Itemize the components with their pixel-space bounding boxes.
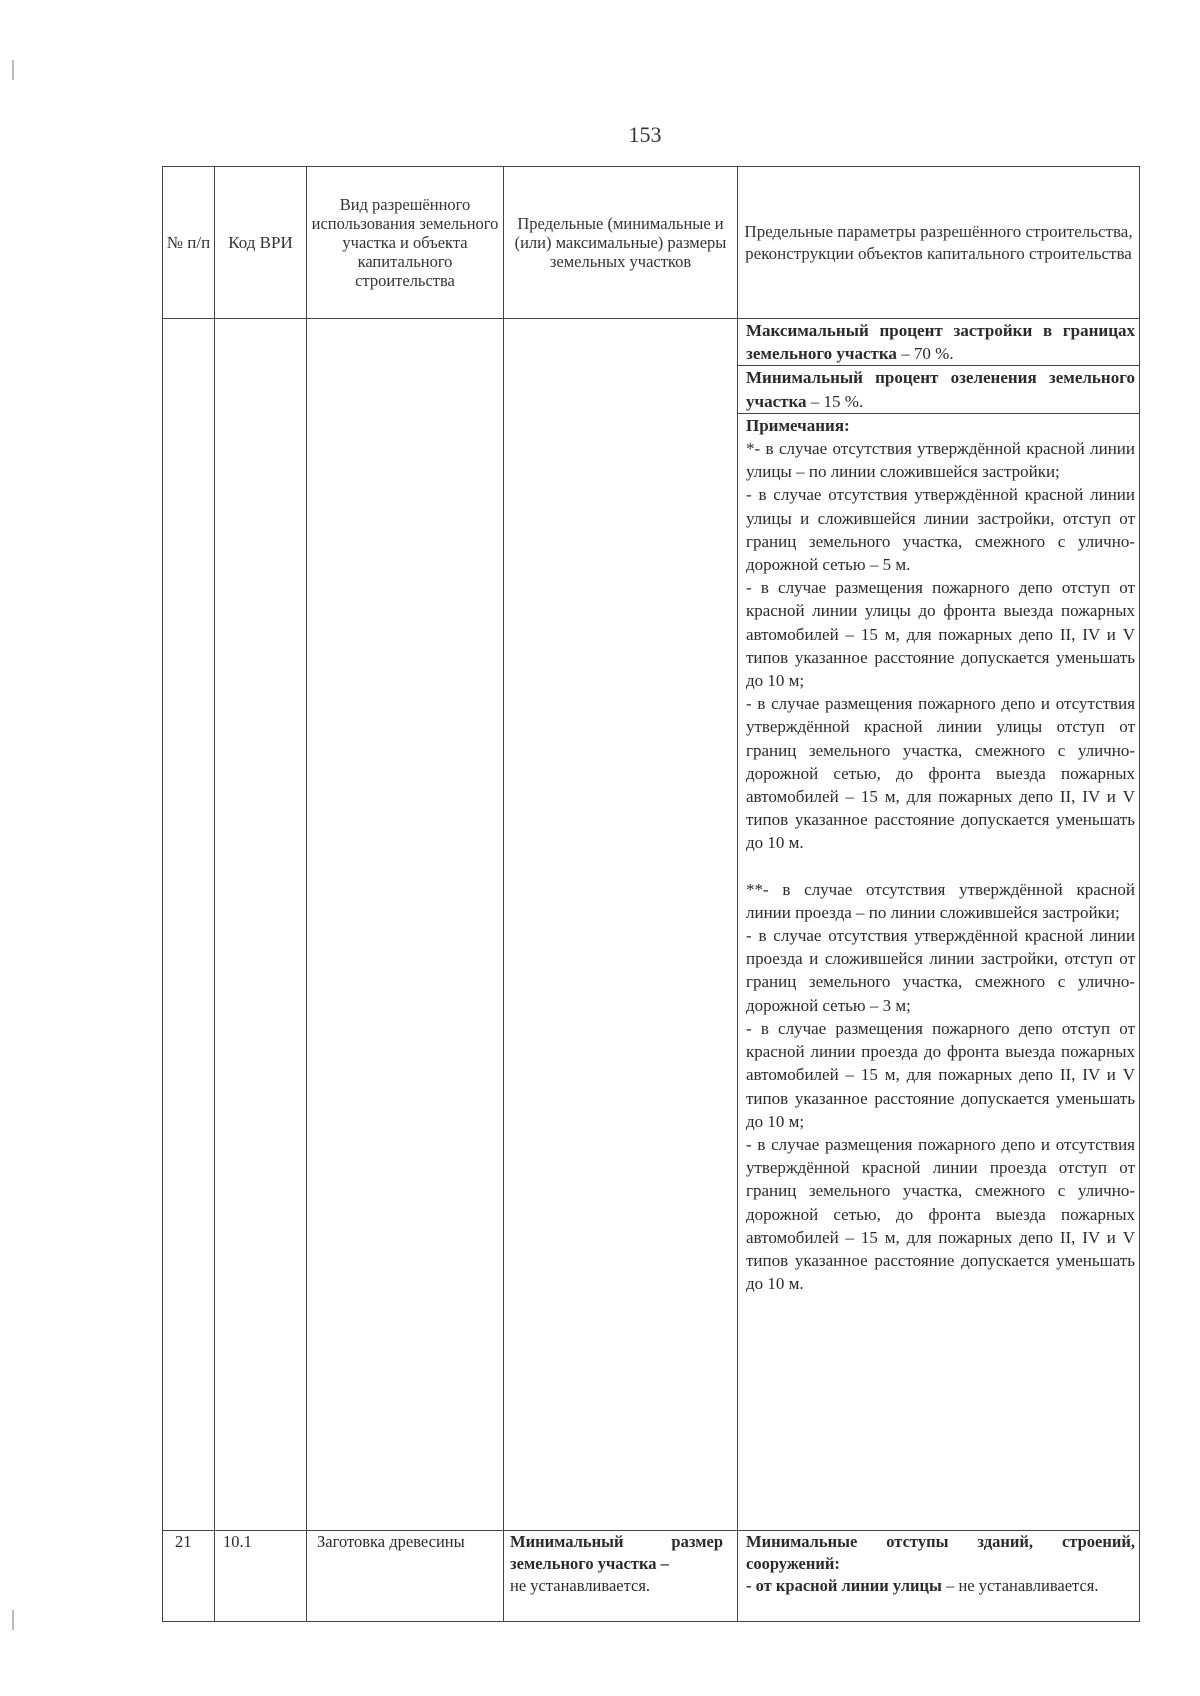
table-row-continued [163, 319, 1140, 1531]
row21-setbacks-label: Минимальные отступы зданий, строений, сооружений: [746, 1532, 1135, 1573]
table-header-row [163, 167, 1140, 319]
notes-block [738, 414, 1139, 1296]
max-coverage-label: Максимальный процент застройки в границах земельного участка [746, 321, 1135, 364]
cell-kind-empty [307, 319, 504, 1531]
note-street-1: *- в случае отсутствия утверждённой красной линии улицы – по линии сложившейся застройки; [746, 439, 1135, 482]
page-number: 153 [628, 122, 662, 147]
note-street-2: - в случае отсутствия утверждённой красной линии улицы и сложившейся линии застройки, отступ от границ земельного участка, смежного с улично-дорожной сетью – 5 м. [746, 485, 1135, 575]
note-passage-2: - в случае отсутствия утверждённой красной линии проезда и сложившейся линии застройки, отступ от границ земельного участка, смежного с улично-дорожной сетью – 3 м; [746, 926, 1135, 1015]
cell-code-empty [215, 319, 307, 1531]
note-passage-3: - в случае размещения пожарного депо отступ от красной линии проезда до фронта выезда пожарных автомобилей – 15 м, для пожарных депо II, IV и V типов указанное расстояние допускается уменьшать до 10 м; [746, 1018, 1135, 1131]
min-green-value: – 15 %. [810, 391, 864, 411]
header-params: Предельные параметры разрешённого строительства, реконструкции объектов капитального строительства [738, 167, 1140, 319]
row21-setbacks-item-value: – не устанавливается. [946, 1576, 1099, 1595]
row21-size-label: Минимальный размер земельного участка – [510, 1532, 723, 1573]
row21-setbacks [738, 1531, 1140, 1622]
header-size: Предельные (минимальные и (или) максимальные) размеры земельных участков [504, 167, 738, 319]
regulations-table [162, 166, 1140, 1622]
note-passage-4: - в случае размещения пожарного депо и отсутствия утверждённой красной линии проезда отступ от границ земельного участка, смежного с улично-дорожной сетью, до фронта выезда пожарных автомобилей – 15 м, для пожарных депо II, IV и V типов указанное расстояние допускается уменьшать до 10 м. [746, 1134, 1135, 1294]
scan-edge-mark [12, 1610, 14, 1630]
min-green-block [738, 366, 1139, 413]
note-passage-1: **- в случае отсутствия утверждённой красной линии проезда – по линии сложившейся застройки; [746, 879, 1135, 922]
row21-size [504, 1531, 738, 1622]
cell-num-empty [163, 319, 215, 1531]
scan-edge-mark [12, 60, 14, 80]
note-street-4: - в случае размещения пожарного депо и отсутствия утверждённой красной линии улицы отступ от границ земельного участка, смежного с улично-дорожной сетью, до фронта выезда пожарных автомобилей – 15 м, для пожарных депо II, IV и V типов указанное расстояние допускается уменьшать до 10 м. [746, 694, 1135, 853]
row21-kind: Заготовка древесины [307, 1531, 504, 1622]
notes-title: Примечания: [746, 415, 850, 435]
cell-size-empty [504, 319, 738, 1531]
row21-setbacks-item-label: - от красной линии улицы [746, 1576, 942, 1595]
max-coverage-block [738, 319, 1139, 366]
header-code: Код ВРИ [215, 167, 307, 319]
cell-params [738, 319, 1140, 1531]
table-row-21 [163, 1531, 1140, 1622]
row21-num: 21 [163, 1531, 215, 1622]
header-kind: Вид разрешённого использования земельного участка и объекта капитального строительства [307, 167, 504, 319]
row21-size-value: не устанавливается. [510, 1576, 651, 1595]
notes-gap [746, 855, 1135, 878]
row21-code: 10.1 [215, 1531, 307, 1622]
note-street-3: - в случае размещения пожарного депо отступ от красной линии улицы до фронта выезда пожарных автомобилей – 15 м, для пожарных депо II, IV и V типов указанное расстояние допускается уменьшать до 10 м; [746, 578, 1135, 691]
header-num: № п/п [163, 167, 215, 319]
max-coverage-value: – 70 %. [901, 344, 954, 364]
min-green-label: Минимальный процент озеленения земельного участка [746, 368, 1135, 411]
